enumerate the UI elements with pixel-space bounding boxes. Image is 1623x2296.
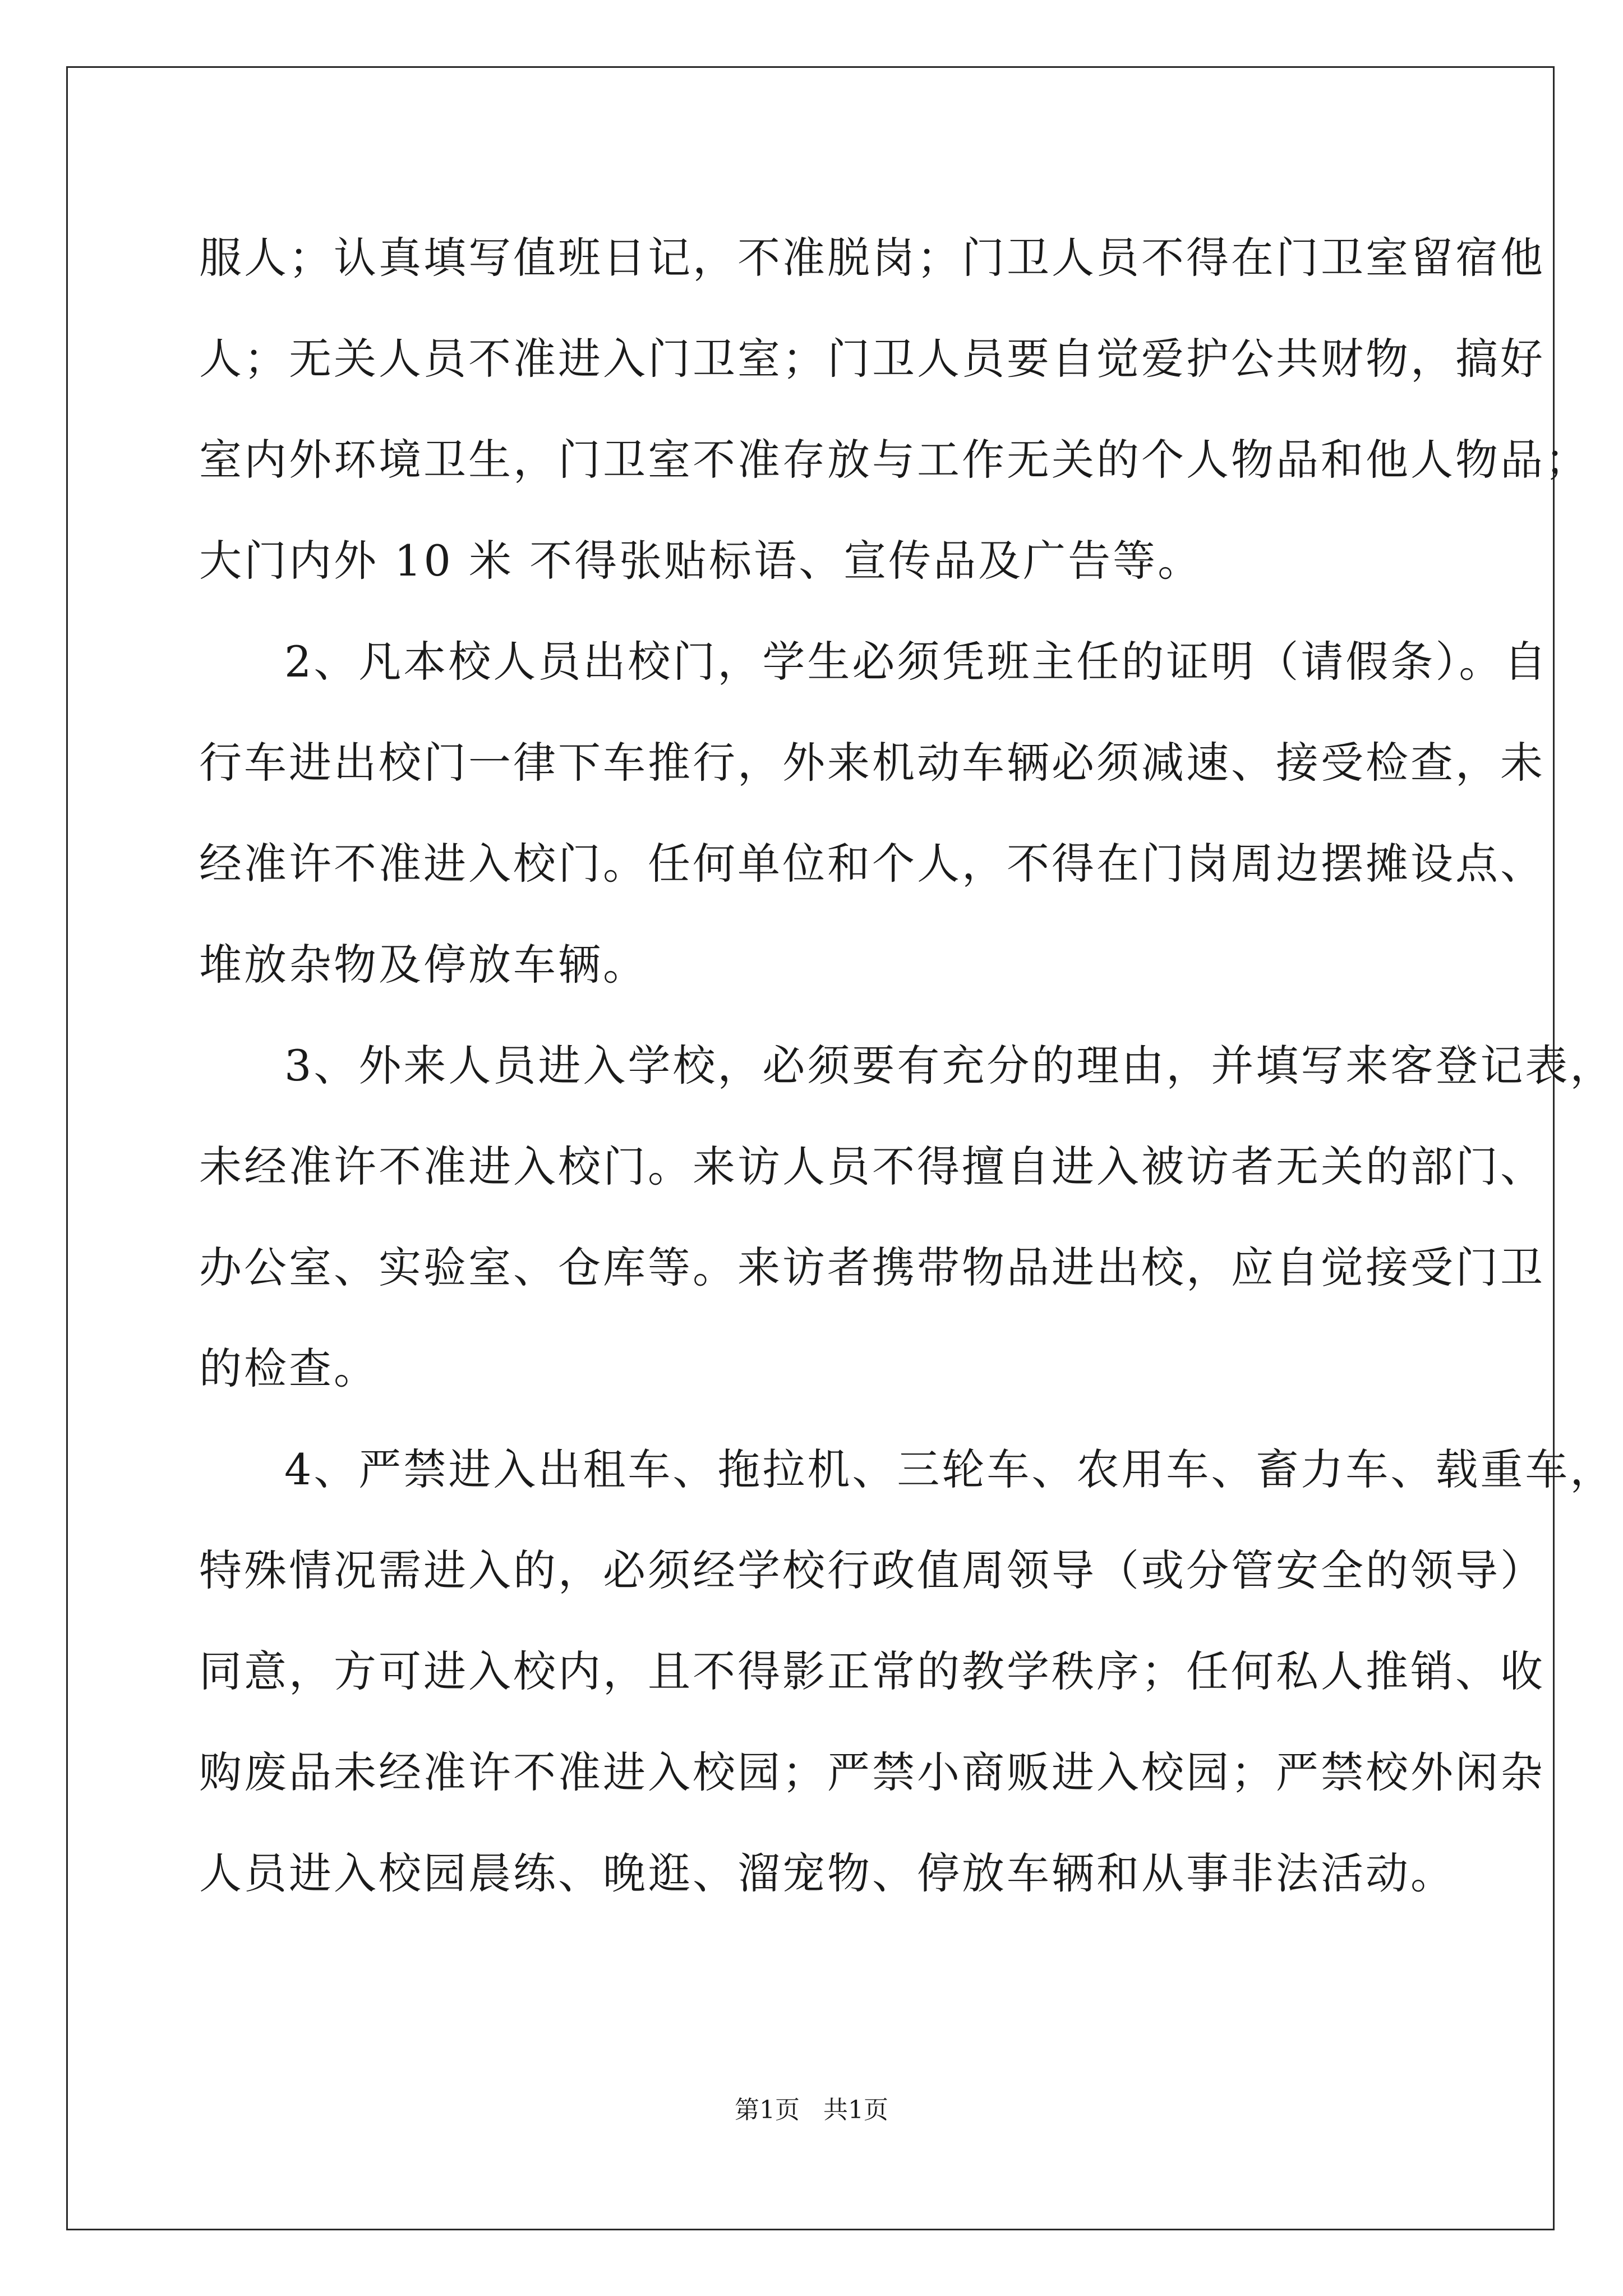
text-line: 经准许不准进入校门。任何单位和个人，不得在门岗周边摆摊设点、 xyxy=(199,839,1545,889)
paragraph-2 xyxy=(199,611,1549,1015)
text-line: 特殊情况需进入的，必须经学校行政值周领导（或分管安全的领导） xyxy=(199,1545,1545,1595)
text-line: 人；无关人员不准进入门卫室；门卫人员要自觉爱护公共财物，搞好 xyxy=(199,334,1545,384)
page-number: 第1页 xyxy=(735,2096,800,2124)
text-line: 的检查。 xyxy=(199,1343,379,1393)
text-line: 堆放杂物及停放车辆。 xyxy=(199,940,648,990)
text-line: 未经准许不准进入校门。来访人员不得擅自进入被访者无关的部门、 xyxy=(199,1142,1545,1191)
page-total: 共1页 xyxy=(823,2096,888,2124)
text-line: 同意，方可进入校内，且不得影正常的教学秩序；任何私人推销、收 xyxy=(199,1646,1545,1696)
text-line: 大门内外 10 米 不得张贴标语、宣传品及广告等。 xyxy=(199,536,1203,586)
text-line: 4、严禁进入出租车、拖拉机、三轮车、农用车、畜力车、载重车， xyxy=(284,1444,1615,1494)
page-footer xyxy=(0,2090,1623,2125)
text-line: 服人；认真填写值班日记，不准脱岗；门卫人员不得在门卫室留宿他 xyxy=(199,233,1545,283)
text-line: 人员进入校园晨练、晚逛、溜宠物、停放车辆和从事非法活动。 xyxy=(199,1848,1455,1898)
paragraph-1 xyxy=(199,208,1590,611)
text-line: 行车进出校门一律下车推行，外来机动车辆必须减速、接受检查，未 xyxy=(199,738,1545,788)
text-line: 室内外环境卫生，门卫室不准存放与工作无关的个人物品和他人物品； xyxy=(199,435,1590,485)
text-line: 购废品未经准许不准进入校园；严禁小商贩进入校园；严禁校外闲杂 xyxy=(199,1747,1545,1797)
text-line: 3、外来人员进入学校，必须要有充分的理由，并填写来客登记表， xyxy=(284,1041,1615,1091)
paragraph-4 xyxy=(199,1419,1615,1924)
text-line: 2、凡本校人员出校门，学生必须凭班主任的证明（请假条）。自 xyxy=(284,637,1549,687)
paragraph-3 xyxy=(199,1015,1615,1419)
document-body xyxy=(199,208,1615,1924)
text-line: 办公室、实验室、仓库等。来访者携带物品进出校，应自觉接受门卫 xyxy=(199,1243,1545,1292)
